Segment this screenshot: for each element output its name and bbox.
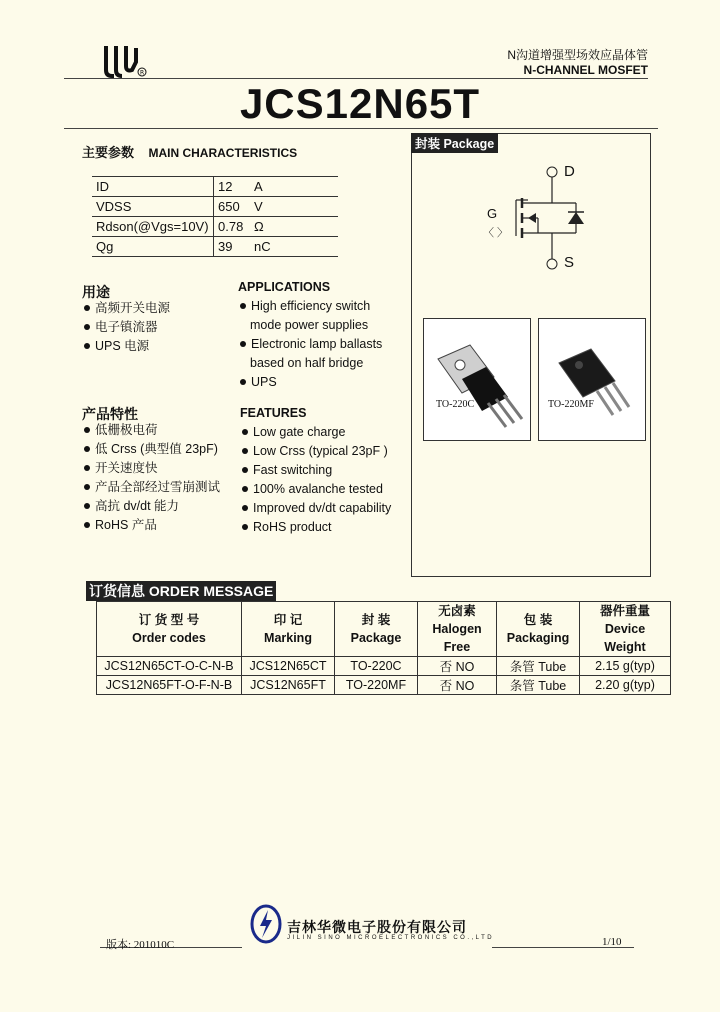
order-message-label: 订货信息 ORDER MESSAGE xyxy=(86,581,276,601)
header-title-en: N-CHANNEL MOSFET xyxy=(523,63,648,77)
features-en-list xyxy=(242,423,391,537)
order-table xyxy=(96,601,671,695)
list-item: Electronic lamp ballasts xyxy=(240,335,382,354)
list-item: 低 Crss (典型值 23pF) xyxy=(84,440,220,459)
part-number-title: JCS12N65T xyxy=(239,80,481,127)
header-title-cn: N沟道增强型场效应晶体管 xyxy=(507,48,648,62)
list-item: UPS 电源 xyxy=(84,337,170,356)
pin-gate-sublabel: 〈 〉 xyxy=(483,227,509,239)
list-item: High efficiency switch xyxy=(240,297,382,316)
list-item: UPS xyxy=(240,373,382,392)
applications-en-title: APPLICATIONS xyxy=(238,280,331,294)
list-item: RoHS 产品 xyxy=(84,516,220,535)
table-row: JCS12N65FT-O-F-N-B JCS12N65FT TO-220MF 否 NO 条管 Tube 2.20 g(typ) xyxy=(97,676,671,695)
list-item: Fast switching xyxy=(242,461,391,480)
table-row: ID 12 A xyxy=(92,177,338,197)
list-item: 高频开关电源 xyxy=(84,299,170,318)
list-item: 高抗 dv/dt 能力 xyxy=(84,497,220,516)
to220mf-photo xyxy=(538,318,646,441)
company-emblem-icon xyxy=(250,904,282,944)
package-label: 封装 Package xyxy=(411,133,498,153)
company-name-cn: 吉林华微电子股份有限公司 xyxy=(287,919,467,935)
list-item: 电子镇流器 xyxy=(84,318,170,337)
applications-cn-list xyxy=(84,299,170,356)
applications-cn-title: 用途 xyxy=(82,284,110,300)
company-logo-icon xyxy=(100,40,148,80)
page-number: 1/10 xyxy=(602,936,622,948)
table-row: VDSS 650 V xyxy=(92,197,338,217)
features-en-title: FEATURES xyxy=(240,406,307,420)
svg-text:R: R xyxy=(140,69,145,77)
list-item: 产品全部经过雪崩测试 xyxy=(84,478,220,497)
pin-drain-label: D xyxy=(564,163,575,180)
header-divider xyxy=(64,78,648,79)
list-item: RoHS product xyxy=(242,518,391,537)
to220c-label: TO-220C xyxy=(436,399,475,410)
to220c-package-icon xyxy=(424,319,530,440)
list-item: 低栅极电荷 xyxy=(84,421,220,440)
features-cn-title: 产品特性 xyxy=(82,406,138,422)
table-row: Qg 39 nC xyxy=(92,237,338,257)
table-row: JCS12N65CT-O-C-N-B JCS12N65CT TO-220C 否 NO 条管 Tube 2.15 g(typ) xyxy=(97,657,671,676)
features-cn-list xyxy=(84,421,220,535)
list-item: Improved dv/dt capability xyxy=(242,499,391,518)
list-item: Low gate charge xyxy=(242,423,391,442)
list-item: Low Crss (typical 23pF ) xyxy=(242,442,391,461)
company-name-en: JILIN SINO MICROELECTRONICS CO.,LTD xyxy=(287,935,495,941)
to220c-photo xyxy=(423,318,531,441)
to220mf-label: TO-220MF xyxy=(548,399,594,410)
list-item: 开关速度快 xyxy=(84,459,220,478)
list-item: 100% avalanche tested xyxy=(242,480,391,499)
main-characteristics-table xyxy=(92,176,338,257)
title-divider xyxy=(64,128,658,129)
main-characteristics-title: 主要参数 MAIN CHARACTERISTICS xyxy=(82,145,298,160)
pin-source-label: S xyxy=(564,254,575,271)
table-header-row: 订 货 型 号 Order codes 印 记 Marking 封 装 Package 无卤素 Halogen Free 包 装 Packaging 器件重量 Device Weight xyxy=(97,602,671,657)
applications-en-list: High efficiency switch mode power supplies Electronic lamp ballasts based on half bridge UPS xyxy=(240,297,382,392)
pin-gate-label: G xyxy=(487,206,498,221)
table-row: Rdson(@Vgs=10V) 0.78 Ω xyxy=(92,217,338,237)
version-label: 版本: 201010C xyxy=(106,939,175,951)
to220mf-package-icon xyxy=(539,319,645,440)
